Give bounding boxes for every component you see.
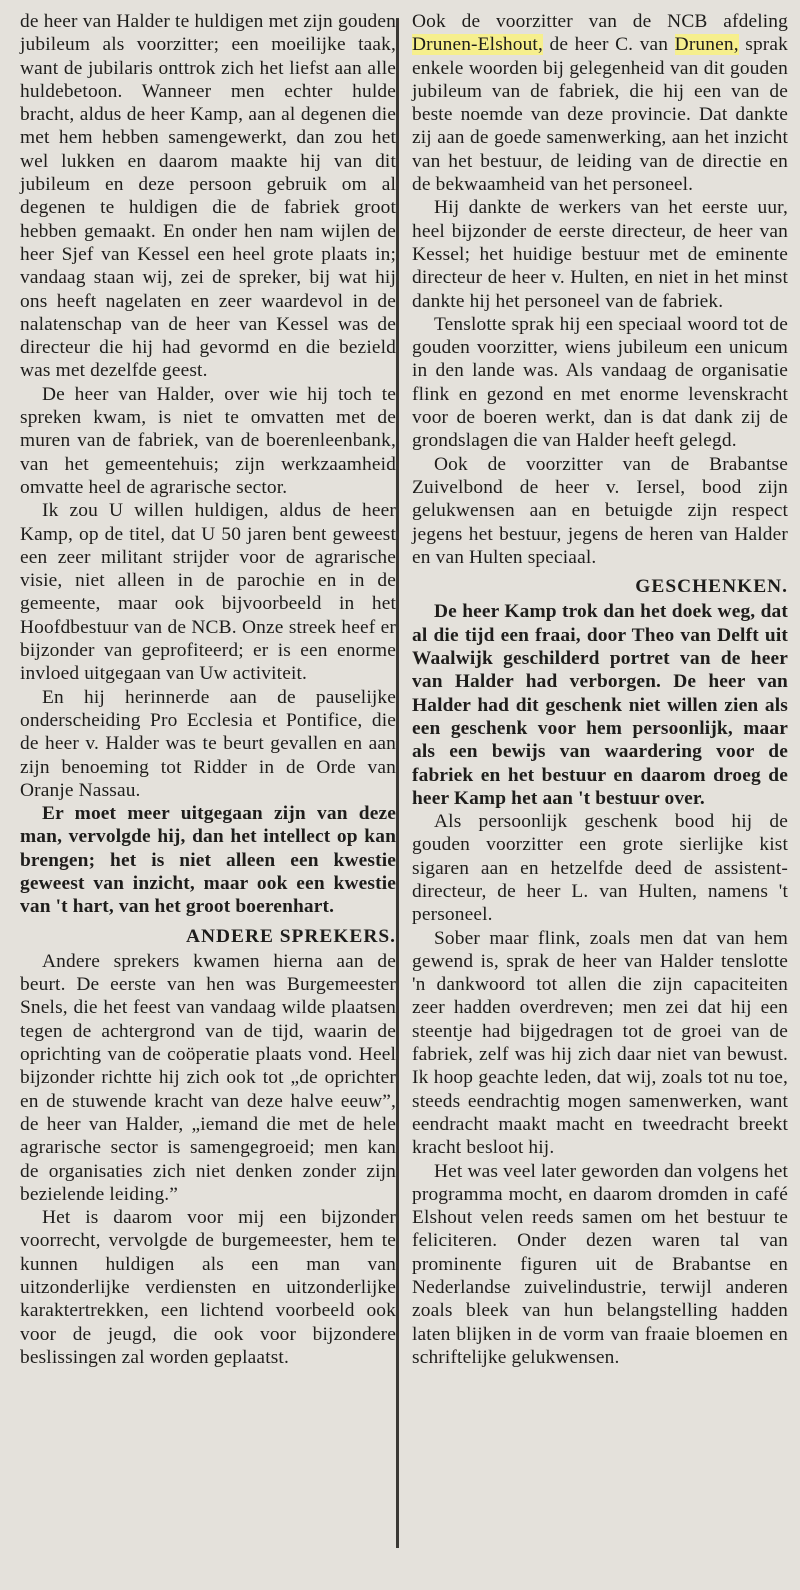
article-paragraph: Het is daarom voor mij een bijzonder voorrecht, vervolgde de burgemeester, hem te kunnen huldigen als een man van uitzonderlijke verdiensten en uitzonderlijke karaktertrekken, een lichtend voorbeeld ook voor de jeugd, die ook voor bijzondere beslissingen zal worden geplaatst. bbox=[20, 1207, 396, 1368]
bold-paragraph: Er moet meer uitgegaan zijn van deze man, vervolgde hij, dan het intellect op kan brengen; het is niet alleen een kwestie geweest van inzicht, maar ook een kwestie van 't hart, van het groot boerenhart. bbox=[20, 803, 396, 918]
article-paragraph: De heer van Halder, over wie hij toch te spreken kwam, is niet te omvatten met de muren van de fabriek, van de boerenleenbank, van het gemeentehuis; zijn werkzaamheid omvatte heel de agrarische sector. bbox=[20, 383, 396, 498]
bold-paragraph: De heer Kamp trok dan het doek weg, dat al die tijd een fraai, door Theo van Delft uit Waalwijk geschilderd portret van de heer van Halder had verborgen. De heer van Halder had dit geschenk niet willen zien als een geschenk voor hem persoonlijk, maar als een bewijs van waardering voor de fabriek en het bestuur en daarom droeg de heer Kamp het aan 't bestuur over. bbox=[412, 601, 788, 809]
article-paragraph: de heer van Halder te huldigen met zijn gouden jubileum als voorzitter; een moeilijke taak, want de jubilaris onttrok zich het liefst aan alle huldebetoon. Wanneer men echter hulde bracht, aldus de heer Kamp, aan al degenen die met hem hebben samengewerkt, dan zou het wel lukken en daarom maakte hij van dit jubileum en deze persoon gebruik om al degenen te huldigen die de fabriek groot hebben gemaakt. En onder hen nam wijlen de heer Sjef van Kessel een heel grote plaats in; vandaag staan wij, zei de spreker, bij wat hij ons heeft nagelaten en zeer waardevol in de nalatenschap van de heer van Kessel was de directeur die hij had gevormd en die bezield was met dezelfde geest. bbox=[20, 11, 396, 382]
article-paragraph: Hij dankte de werkers van het eerste uur, heel bijzonder de eerste directeur, de heer van Kessel; het huidige bestuur met de eminente directeur de heer v. Hulten, en niet in het minst dankte hij het personeel van de fabriek. bbox=[412, 197, 788, 312]
article-paragraph: Tenslotte sprak hij een speciaal woord tot de gouden voorzitter, wiens jubileum een unicum in den lande was. Als vandaag de organisatie flink en gezond en met enorme levenskracht voor de boeren werkt, dan is dat dank zij de grondslagen die van Halder heeft gelegd. bbox=[412, 313, 788, 452]
highlighted-text: Drunen, bbox=[674, 34, 739, 56]
article-paragraph: Het was veel later geworden dan volgens het programma mocht, en daarom dromden in café Elshout velen reeds samen om het bestuur te feliciteren. Onder dezen waren tal van prominente figuren uit de Brabantse en Nederlandse zuivelindustrie, terwijl anderen zoals bleek van hun belangstelling hadden laten blijken in de vorm van fraaie bloemen en schriftelijke gelukwensen. bbox=[412, 1160, 788, 1368]
article-paragraph: Ik zou U willen huldigen, aldus de heer Kamp, op de titel, dat U 50 jaren bent geweest een zeer militant strijder voor de agrarische visie, niet alleen in de parochie en in de gemeente, maar ook bijvoorbeeld in het Hoofdbestuur van de NCB. Onze streek heef er bijzonder van geprofiteerd; er is een enorme invloed uitgegaan van Uw activiteit. bbox=[20, 500, 396, 685]
paragraph-text: Ook de voorzitter van de NCB afdeling bbox=[412, 11, 788, 32]
article-paragraph: Als persoonlijk geschenk bood hij de gouden voorzitter een grote sierlijke kist sigaren aan en hetzelfde deed de assistent-directeur, de heer L. van Hulten, namens 't personeel. bbox=[412, 811, 788, 926]
column-divider bbox=[396, 18, 399, 1548]
section-heading: ANDERE SPREKERS. bbox=[186, 925, 396, 947]
article-paragraph: Ook de voorzitter van de Brabantse Zuivelbond de heer v. Iersel, bood zijn gelukwensen aan en betuigde zijn respect jegens het bestuur, jegens de heren van Halder en van Hulten speciaal. bbox=[412, 453, 788, 568]
right-column bbox=[412, 10, 788, 1369]
section-heading: GESCHENKEN. bbox=[635, 576, 788, 598]
article-paragraph: Sober maar flink, zoals men dat van hem gewend is, sprak de heer van Halder tenslotte 'n dankwoord tot allen die zijn capaciteiten zeer hadden overdreven; men zei dat hij een steentje had bijgedragen tot de groei van de fabriek, zelf was hij zich daar niet van bewust. Ik hoop geachte leden, dat wij, zoals tot nu toe, steeds eendrachtig mogen samenwerken, want eendracht maakt macht en tweedracht breekt kracht besloot hij. bbox=[412, 927, 788, 1159]
paragraph-text: de heer C. van bbox=[542, 34, 675, 56]
left-column bbox=[20, 10, 396, 1369]
highlighted-text: Drunen-Elshout, bbox=[412, 34, 543, 56]
article-paragraph: En hij herinnerde aan de pauselijke onderscheiding Pro Ecclesia et Pontifice, die de heer v. Halder was te beurt gevallen en aan zijn benoeming tot Ridder in de Orde van Oranje Nassau. bbox=[20, 686, 396, 801]
paragraph-text: sprak enkele woorden bij gelegenheid van dit gouden jubileum van de fabriek, die hij een van de beste noemde van deze provincie. Dat dankte zij aan de goede samenwerking, aan het inzicht van het bestuur, de leiding van de directie en de bekwaamheid van het personeel. bbox=[412, 34, 789, 196]
article-paragraph: Andere sprekers kwamen hierna aan de beurt. De eerste van hen was Burgemeester Snels, die het feest van vandaag wilde plaatsen tegen de achtergrond van de tijd, waarin de oprichting van de coöperatie plaats vond. Heel bijzonder richtte hij zich ook tot „de oprichter en de stuwende kracht van deze halve eeuw”, de heer van Halder, „iemand die met de hele agrarische sector is samengegroeid; men kan de organisaties zich niet denken zonder zijn bezielende leiding.” bbox=[20, 950, 396, 1205]
article-paragraph bbox=[412, 10, 788, 196]
